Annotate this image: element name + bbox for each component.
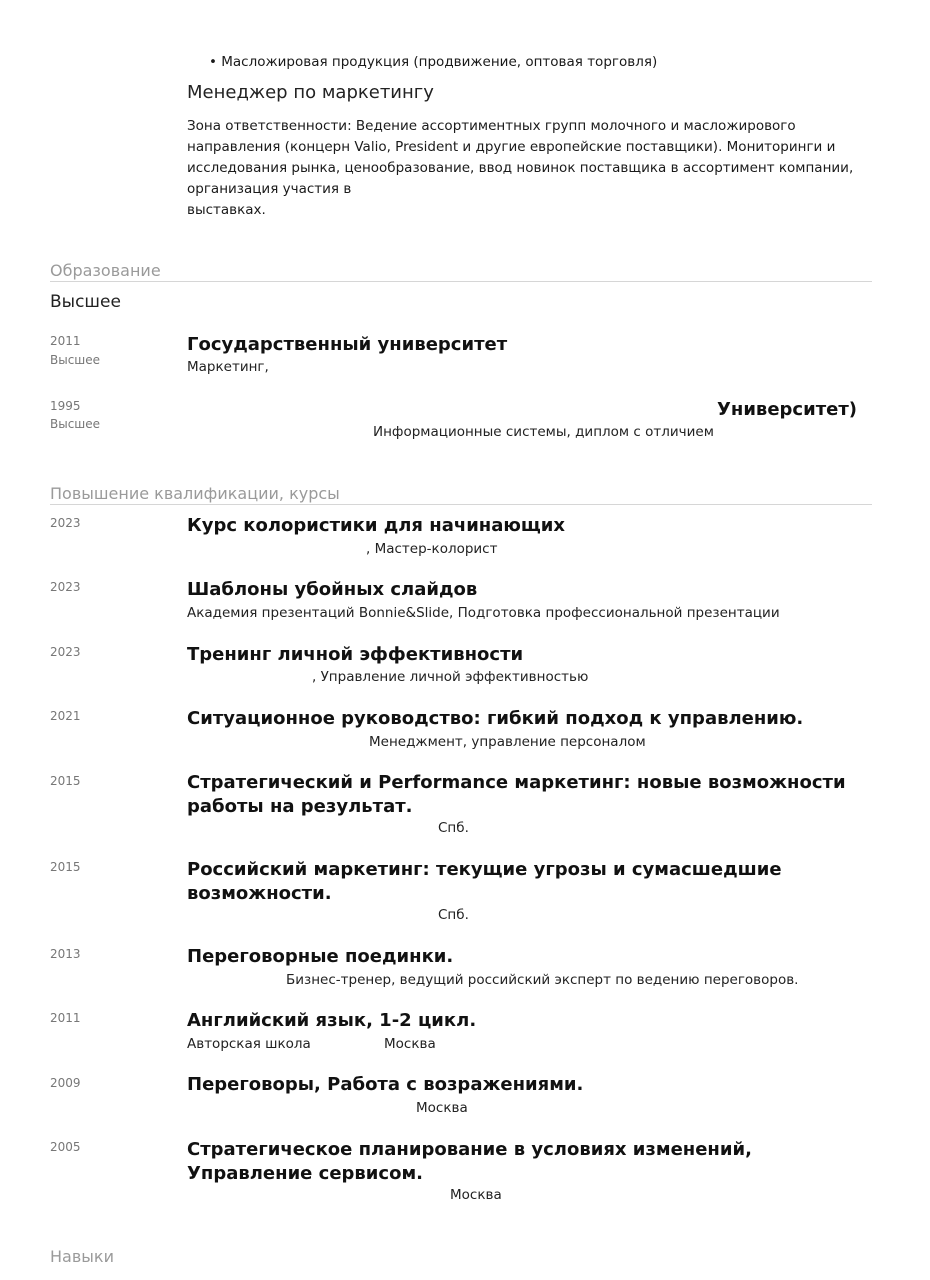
education-heading: Образование bbox=[50, 261, 161, 280]
description-line: Зона ответственности: Ведение ассортиментных групп молочного и масложирового bbox=[187, 118, 796, 134]
job-position: Менеджер по маркетингу bbox=[187, 82, 434, 103]
course-year: 2023 bbox=[50, 645, 81, 659]
description-line: организация участия в bbox=[187, 181, 352, 197]
course-detail: , Управление личной эффективностью bbox=[312, 669, 589, 685]
course-detail: Спб. bbox=[438, 907, 469, 923]
education-item-level: Высшее bbox=[50, 353, 101, 367]
course-detail: Академия презентаций Bonnie&Slide, Подготовка профессиональной презентации bbox=[187, 605, 780, 621]
course-detail: , Мастер-колорист bbox=[366, 541, 498, 557]
course-title: Тренинг личной эффективности bbox=[187, 644, 524, 665]
course-title: Российский маркетинг: текущие угрозы и сумасшедшие возможности. bbox=[187, 859, 782, 904]
course-title: Английский язык, 1-2 цикл. bbox=[187, 1010, 477, 1031]
description-line: направления (концерн Valio, President и другие европейские поставщики). Мониторинги и bbox=[187, 139, 836, 155]
experience-bullet: • Масложировая продукция (продвижение, оптовая торговля) bbox=[209, 54, 658, 70]
course-title: Шаблоны убойных слайдов bbox=[187, 579, 478, 600]
course-location: Москва bbox=[384, 1036, 436, 1052]
education-institution: Государственный университет bbox=[187, 334, 508, 355]
education-year: 1995 bbox=[50, 399, 81, 413]
course-year: 2009 bbox=[50, 1076, 81, 1090]
section-divider bbox=[50, 504, 872, 505]
education-item-level: Высшее bbox=[50, 417, 101, 431]
course-year: 2021 bbox=[50, 709, 81, 723]
course-detail: Спб. bbox=[438, 820, 469, 836]
course-title: Ситуационное руководство: гибкий подход к управлению. bbox=[187, 708, 804, 729]
course-year: 2005 bbox=[50, 1140, 81, 1154]
course-detail: Москва bbox=[416, 1100, 468, 1116]
skills-heading: Навыки bbox=[50, 1247, 114, 1266]
course-detail: Авторская школа bbox=[187, 1036, 311, 1052]
job-description bbox=[187, 116, 877, 221]
course-year: 2015 bbox=[50, 774, 81, 788]
course-detail: Бизнес-тренер, ведущий российский эксперт по ведению переговоров. bbox=[286, 972, 799, 988]
course-year: 2023 bbox=[50, 516, 81, 530]
course-title: Стратегическое планирование в условиях изменений, Управление сервисом. bbox=[187, 1139, 752, 1184]
description-line: выставках. bbox=[187, 202, 266, 218]
education-level: Высшее bbox=[50, 292, 121, 312]
education-specialty: Маркетинг, bbox=[187, 359, 269, 375]
course-title: Переговоры, Работа с возражениями. bbox=[187, 1074, 584, 1095]
course-year: 2013 bbox=[50, 947, 81, 961]
section-divider bbox=[50, 281, 872, 282]
course-title: Переговорные поединки. bbox=[187, 946, 454, 967]
course-detail: Москва bbox=[450, 1187, 502, 1203]
courses-heading: Повышение квалификации, курсы bbox=[50, 484, 340, 503]
course-title: Стратегический и Performance маркетинг: новые возможности работы на результат. bbox=[187, 772, 846, 817]
course-title: Курс колористики для начинающих bbox=[187, 515, 566, 536]
description-line: исследования рынка, ценообразование, ввод новинок поставщика в ассортимент компании, bbox=[187, 160, 854, 176]
course-year: 2023 bbox=[50, 580, 81, 594]
course-detail: Менеджмент, управление персоналом bbox=[369, 734, 646, 750]
course-year: 2011 bbox=[50, 1011, 81, 1025]
education-specialty: Информационные системы, диплом с отличием bbox=[373, 424, 714, 440]
course-year: 2015 bbox=[50, 860, 81, 874]
education-year: 2011 bbox=[50, 334, 81, 348]
education-institution: Университет) bbox=[717, 399, 857, 420]
